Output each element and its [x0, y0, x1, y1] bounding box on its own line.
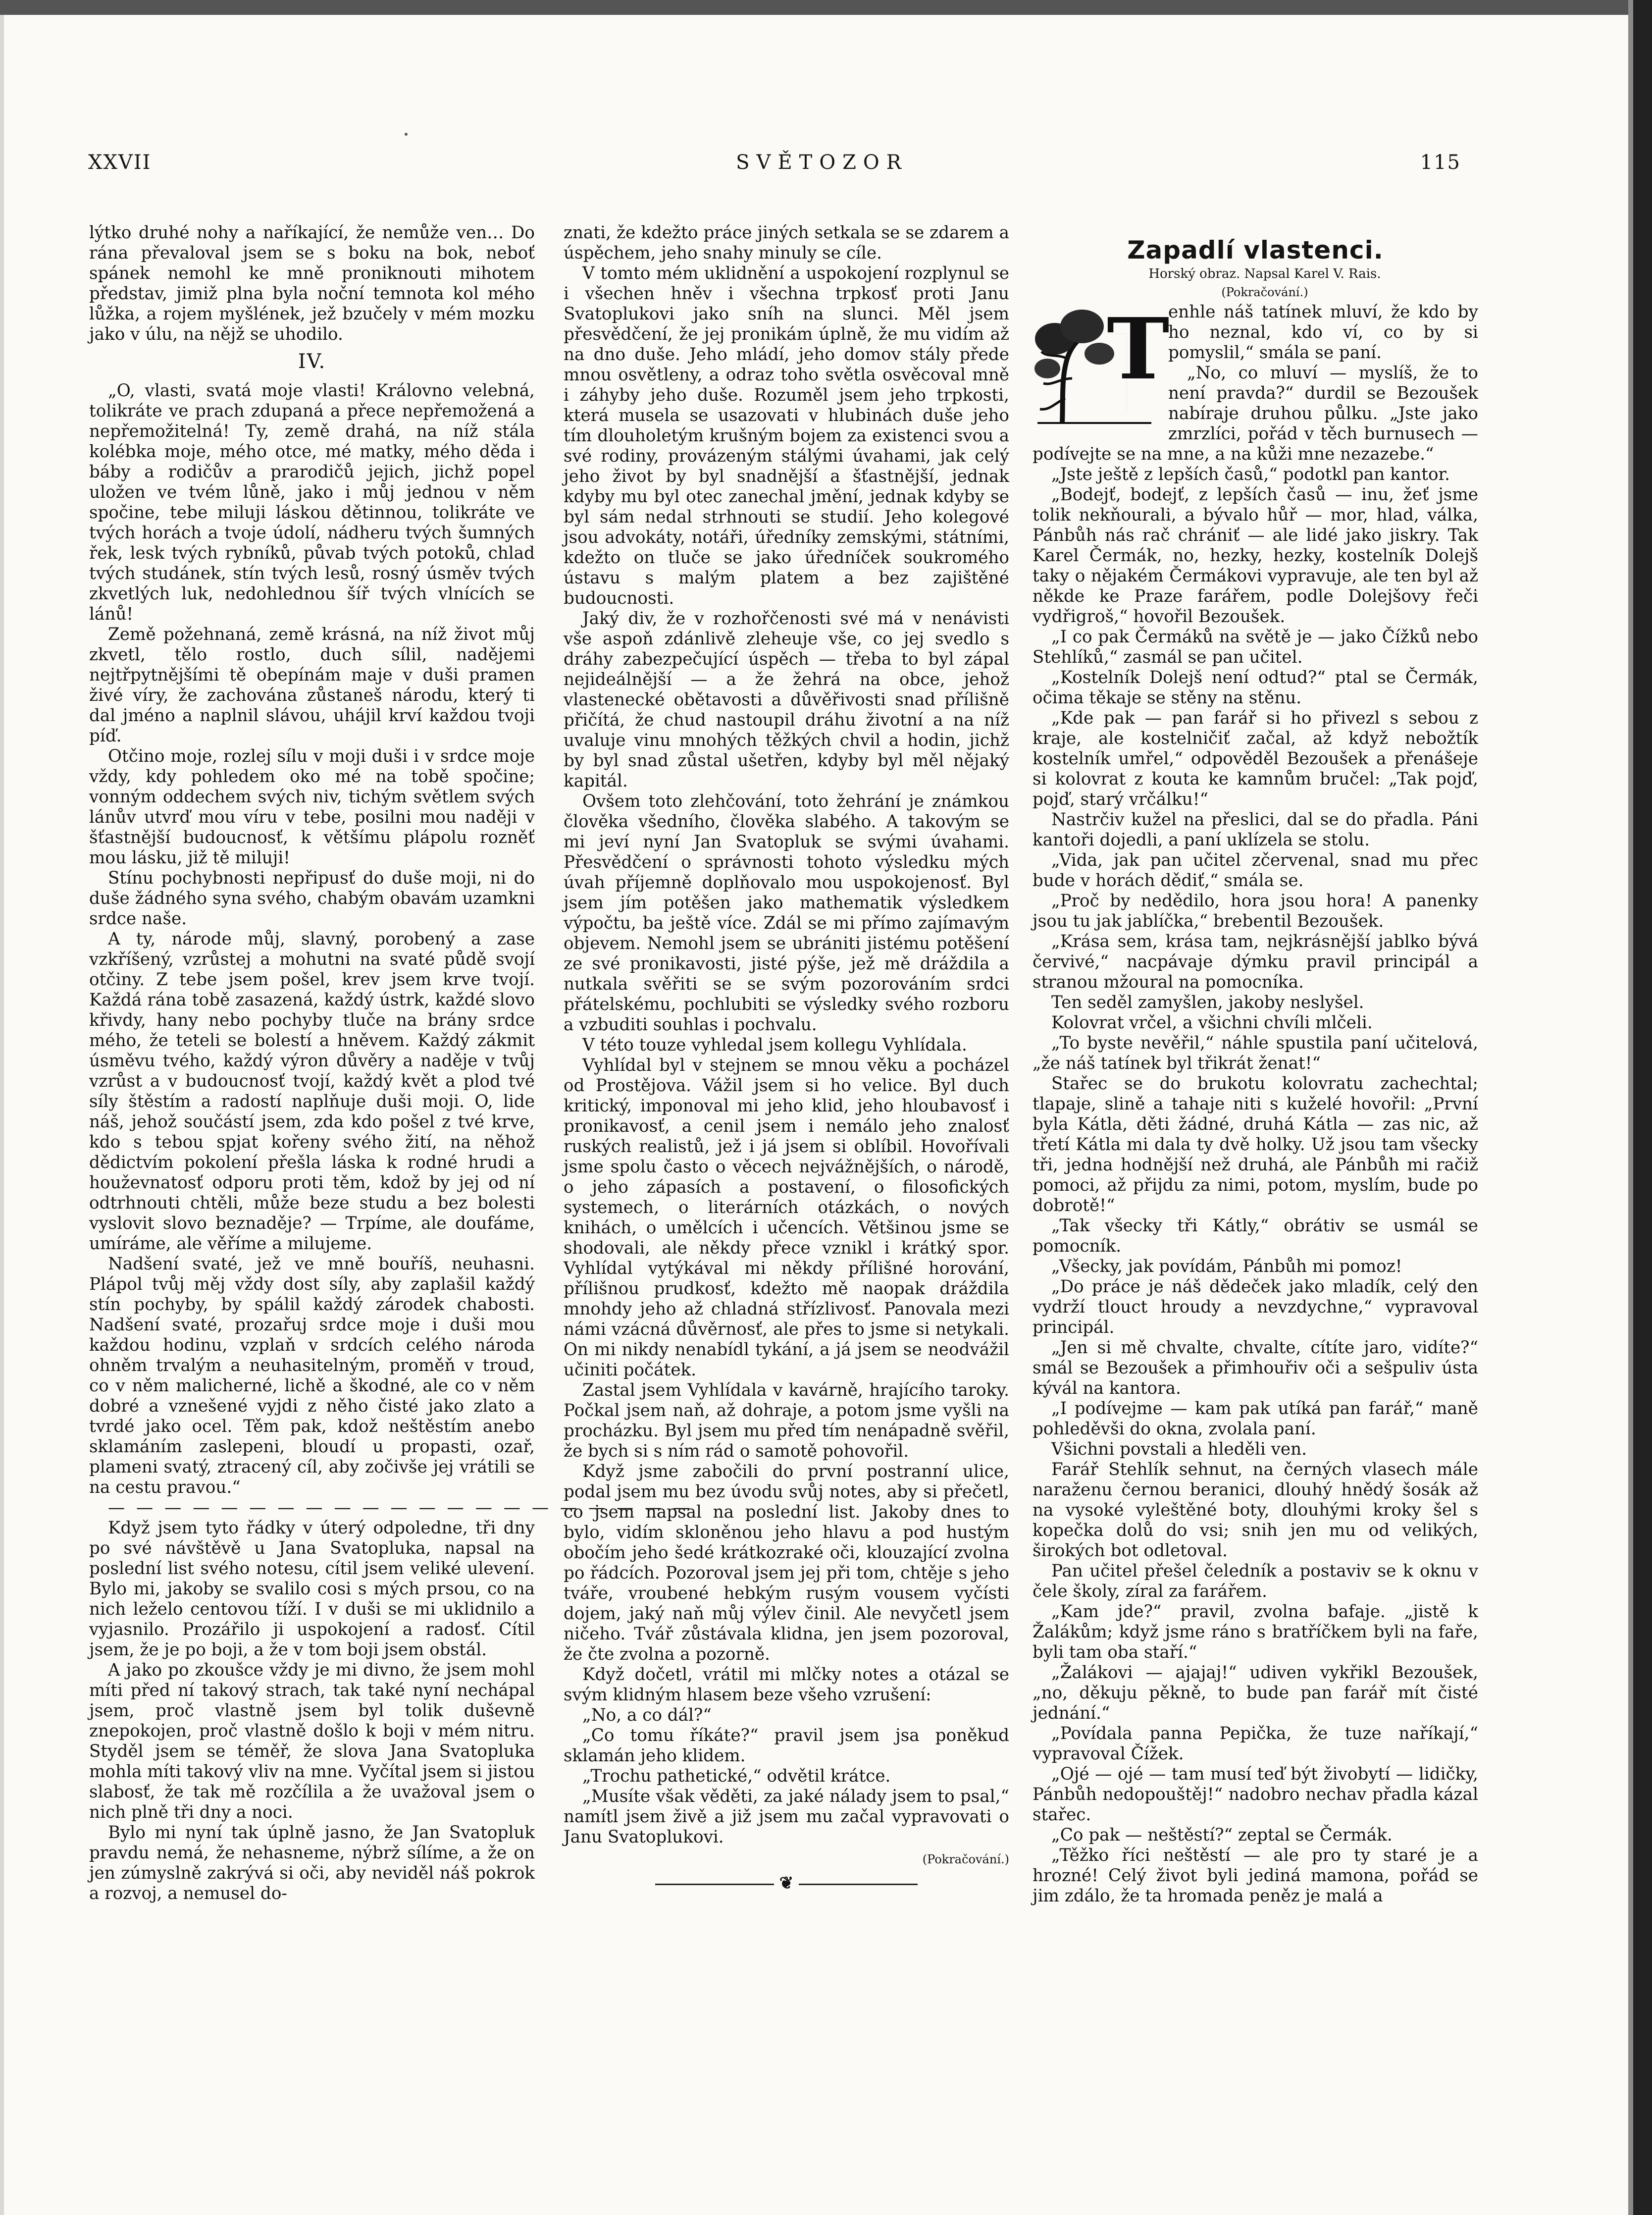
paragraph: Vyhlídal byl v stejnem se mnou věku a pocházel od Prostějova. Vážil jsem si ho velice. Byl duch kritický, imponoval mi jeho klid, jeho hloubavosť i pronikavosť, a cenil jsem i nemálo jeho znalosť ruských realistů, jež i já jsem si oblíbil. Hovořívali jsme spolu často o věcech nejvážnějších, o národě, o jeho zápasích a postavení, o filosofických systemech, o literárních otázkách, o nových knihách, o umělcích i učencích. Většinou jsme se shodovali, ale někdy přece vznikl i krátký spor. Vyhlídal vytýkával mi někdy přílišné horování, přílišnou prudkosť, kdežto mě naopak dráždila mnohdy jeho až chladná střízlivosť. Panovala mezi námi vzácná důvěrnosť, ale přes to jsme si netykali. On mi nikdy nenabídl tykání, a já jsem se neodvážil učiniti počátek. — [564, 1055, 1009, 1380]
paragraph: „Jste ještě z lepších časů,“ podotkl pan kantor. — [1051, 465, 1450, 484]
paragraph: Ten seděl zamyšlen, jakoby neslyšel. — [1051, 993, 1364, 1012]
paragraph: „I co pak Čermáků na světě je — jako Čížků nebo Stehlíků,“ zasmál se pan učitel. — [1032, 627, 1478, 667]
paragraph: „Co tomu říkáte?“ pravil jsem jsa poněkud sklamán jeho klidem. — [564, 1726, 1009, 1766]
article-title: Zapadlí vlastenci. — [1127, 236, 1384, 264]
paragraph: Země požehnaná, země krásná, na níž život můj zkvetl, tělo rostlo, duch sílil, nadějemi nejtřpytnějšími tě obepínám maje v duši pramen živé víry, že zachována zůstaneš národu, který ti dal jméno a naplnil slávou, uhájil krví každou tvoji píď. — [89, 625, 535, 746]
volume-number: XXVII — [88, 151, 152, 174]
paragraph: „I podívejme — kam pak utíká pan farář,“ maně pohleděvši do okna, zvolala paní. — [1032, 1399, 1478, 1439]
continued-note: (Pokračování.) — [922, 1852, 1009, 1866]
paragraph: „Tak všecky tři Kátly,“ obrátiv se usmál se pomocník. — [1032, 1216, 1478, 1256]
paragraph: Nastrčiv kužel na přeslici, dal se do přadla. Páni kantoři dojedli, a paní uklízela se stolu. — [1032, 810, 1478, 850]
paragraph: „Proč by nedědilo, hora jsou hora! A panenky jsou tu jak jablíčka,“ brebentil Bezoušek. — [1032, 891, 1478, 931]
paragraph: „Do práce je náš dědeček jako mladík, celý den vydrží tlouct hroudy a nevzdychne,“ vypravoval principál. — [1032, 1277, 1478, 1337]
ink-speck — [405, 133, 408, 136]
scan-edge-right-inner — [1628, 0, 1633, 2215]
paragraph: Ovšem toto zlehčování, toto žehrání je známkou člověka všedního, člověka slabého. A takovým se mi jeví nyní Jan Svatopluk se svými úvahami. Přesvědčení o správnosti tohoto výsledku mých úvah příjemně doplňovalo mou uspokojenosť. Byl jsem jím potěšen jako mathematik výsledkem výpočtu, ba ještě více. Zdál se mi přímo zajímavým objevem. Nemohl jsem se ubrániti jistému potěšení ze své pronikavosti, jisté pýše, jež mě dráždila a nutkala svěřiti se se svým pozorováním srdci přátelskému, pochlubiti se výsledky svého rozboru a vzbuditi souhlas i pochvalu. — [564, 791, 1009, 1035]
scan-edge-left — [0, 0, 4, 2215]
paragraph: „Krása sem, krása tam, nejkrásnější jablko bývá červivé,“ nacpávaje dýmku pravil principál a stranou mžoural na pomocníka. — [1032, 932, 1478, 992]
scan-edge-right — [1633, 0, 1652, 2215]
paragraph: Všichni povstali a hleděli ven. — [1051, 1439, 1307, 1459]
divider-rule-right — [799, 1884, 918, 1885]
paragraph: Pan učitel přešel čeledník a postaviv se k oknu v čele školy, zíral za farářem. — [1032, 1561, 1478, 1601]
drop-cap-letter: T — [1107, 300, 1170, 399]
ornamental-divider — [564, 1873, 1009, 1894]
paragraph: „Všecky, jak povídám, Pánbůh mi pomoz! — [1051, 1257, 1402, 1276]
paragraph: V této touze vyhledal jsem kollegu Vyhlídala. — [582, 1035, 967, 1055]
paragraph: lýtko druhé nohy a naříkající, že nemůže ven… Do rána převaloval jsem se s boku na bok, neboť spánek nemohl ke mně proniknouti mihotem představ, jimiž plna byla noční temnota kol mého lůžka, a rojem myšlének, jež bzučely v mém mozku jako v úlu, na nějž se uhodilo. — [89, 223, 535, 344]
drop-cap-illustration — [1032, 300, 1170, 428]
paragraph: „Vida, jak pan učitel zčervenal, snad mu přec bude v horách dědiť,“ smála se. — [1032, 850, 1478, 891]
paragraph: „No, a co dál?“ — [582, 1705, 712, 1725]
paragraph: Nadšení svaté, jež ve mně bouříš, neuhasni. Plápol tvůj měj vždy dost síly, aby zaplašil každý stín pochyby, by spálil každý zárodek chabosti. Nadšení svaté, prozařuj srdce moje i duši mou každou hodinu, vzplaň v srdcích celého národa ohněm trvalým a neuhasitelným, proměň v troud, co v něm malicherné, lichě a škodné, ale co v něm dobré a vznešené vyjdi z něho čisté jako zlato a tvrdé jako ocel. Těm pak, kdož neštěstím anebo sklamáním zaslepeni, bloudí u propasti, ozař, plameni svatý, ztracený cíl, aby zočivše jej vrátili se na cestu pravou.“ — [89, 1254, 535, 1497]
paragraph: „Ojé — ojé — tam musí teď být živobytí — lidičky, Pánbůh nedopouštěj!“ nadobro nechav přadla kázal stařec. — [1032, 1764, 1478, 1825]
paragraph: Farář Stehlík sehnut, na černých vlasech mále naraženu černou beranici, dlouhý hnědý šosák až na vysoké vyleštěné boty, dlouhými kroky šel s kopečka dolů do vsi; snih jen mu od velikých, širokých bot odletoval. — [1032, 1460, 1478, 1561]
dash-separator: — — — — — — — — — — — — — — — — — — — — — — [108, 1498, 693, 1518]
continued-note: (Pokračování.) — [1221, 285, 1308, 299]
paragraph: „Povídala panna Pepička, že tuze naříkají,“ vypravoval Čížek. — [1032, 1724, 1478, 1764]
paragraph: enhle náš tatínek mluví, že kdo by ho neznal, kdo ví, co by si pomyslil,“ smála se paní. — [1168, 302, 1478, 363]
paragraph: „Bodejť, bodejť, z lepších časů — inu, žeť jsme tolik nekňourali, a bývalo hůř — mor, hlad, válka, Pánbůh nás rač chrániť — ale lidé jako jiskry. Tak Karel Čermák, no, hezky, hezky, kostelník Dolejš taky o nějakém Čermákovi vypravuje, ale ten byl až někde ke Praze farářem, podle Dolejšovy řeči vydřigroš,“ hovořil Bezoušek. — [1032, 485, 1478, 627]
paragraph: „Těžko říci neštěstí — ale pro ty staré je a hrozné! Celý život byli jediná mamona, pořád se jim zdálo, že ta hromada peněz je malá a — [1032, 1846, 1478, 1906]
paragraph: „Žalákovi — ajajaj!“ udiven vykřikl Bezoušek, „no, děkuju pěkně, to bude pan farář mít čisté jednání.“ — [1032, 1663, 1478, 1723]
paragraph: „Musíte však věděti, za jaké nálady jsem to psal,“ namítl jsem živě a již jsem mu začal vypravovati o Janu Svatoplukovi. — [564, 1787, 1009, 1847]
paragraph: A ty, národe můj, slavný, porobený a zase vzkříšený, vzrůstej a mohutni na svaté půdě svojí otčiny. Z tebe jsem pošel, krev jsem krve tvojí. Každá rána tobě zasazená, každý ústrk, každé slovo křivdy, hany nebo pochyby tluče na brány srdce mého, že teteli se bolestí a hněvem. Každý zákmit úsměvu tvého, každý výron důvěry a naděje v tvůj vzrůst a v budoucnosť tvojí, každý květ a plod tvé síly štěstím a radostí naplňuje duši moji. O, lide náš, jehož součástí jsem, zda kdo pošel z tvé krve, kdo s tebou spjat kořeny svého žití, na něhož dědictvím pokolení přešla láska k rodné hrudi a houževnatosť odporu proti těm, kdož by jej od ní odtrhnouti chtěli, může beze studu a bez bolesti vyslovit slovo beznaděje? — Trpíme, ale doufáme, umíráme, ale věříme a milujeme. — [89, 929, 535, 1254]
paragraph: Otčino moje, rozlej sílu v moji duši i v srdce moje vždy, kdy pohledem oko mé na tobě spočine; vonným oddechem svých niv, tichým světlem svých lánův utvrď mou víru v tebe, posilni mou naději v šťastnější budoucnosť, k většímu plápolu rozněť mou lásku, již tě miluji! — [89, 746, 535, 868]
paragraph: Když dočetl, vrátil mi mlčky notes a otázal se svým klidným hlasem beze všeho vzrušení: — [564, 1665, 1009, 1705]
paragraph: A jako po zkoušce vždy je mi divno, že jsem mohl míti před ní takový strach, tak také nyní nechápal jsem, proč vlastně jsem byl tolik duševně znepokojen, proč vlastně došlo k boji v mém nitru. Styděl jsem se téměř, že slova Jana Svatopluka mohla míti takový vliv na mne. Vyčítal jsem si jistou slabosť, že tak mě rozčílila a že uvažoval jsem o nich plně tři dny a noci. — [89, 1660, 535, 1822]
scan-edge-top — [0, 0, 1652, 15]
paragraph: Jaký div, že v rozhořčenosti své má v nenávisti vše aspoň zdánlivě zleheuje vše, co jej svedlo s dráhy zabezpečující úspěch — třeba to byl zápal nejideálnější — a že žehrá na obce, jehož vlastenecké obětavosti a důvěřivosti snad přílišně přičítá, že chud nastoupil dráhu životní a na níž uvaluje vinu mnohých těžkých chvil a hodin, jichž by byl snad zůstal ušetřen, kdyby byl měl nějaký kapitál. — [564, 609, 1009, 791]
paragraph: Stařec se do brukotu kolovratu zachechtal; tlapaje, slině a tahaje niti s kuželé hovořil: „První byla Kátla, děti žádné, druhá Kátla — zas nic, až třetí Kátla mi dala ty dvě holky. Už jsou tam všecky tři, jedna hodnější než druhá, ale Pánbůh mi račiž pomoci, až přijdu za nimi, potom, myslím, bude po dobrotě!“ — [1032, 1074, 1478, 1215]
paragraph: „Kostelník Dolejš není odtud?“ ptal se Čermák, očima těkaje se stěny na stěnu. — [1032, 668, 1478, 708]
paragraph: Bylo mi nyní tak úplně jasno, že Jan Svatopluk pravdu nemá, že nehasneme, nýbrž sílíme, a že on jen zúmyslně zakrývá si oči, aby neviděl náš pokrok a rozvoj, a nemusel do- — [89, 1823, 535, 1903]
paragraph: znati, že kdežto práce jiných setkala se se zdarem a úspěchem, jeho snahy minuly se cíle. — [564, 223, 1009, 263]
paragraph: „Kam jde?“ pravil, zvolna bafaje. „jistě k Žalákům; když jsme ráno s bratříčkem byli na faře, byli tam oba staří.“ — [1032, 1602, 1478, 1662]
paragraph: „Trochu pathetické,“ odvětil krátce. — [582, 1766, 891, 1786]
paragraph: Stínu pochybnosti nepřipusť do duše moji, ni do duše žádného syna svého, chabým obavám uzamkni srdce naše. — [89, 868, 535, 929]
column-right — [1032, 236, 1478, 1906]
paragraph: „No, co mluví — myslíš, že to není pravda?“ durdil se Bezoušek nabíraje druhou půlku. „Jste jako zmrzlíci, pořád v těch burnusech — podívejte se na mne, a na kůži mne nezazebe.“ — [1032, 363, 1478, 464]
fleuron-icon: ❦ — [779, 1873, 794, 1893]
column-middle — [564, 223, 1009, 1894]
paragraph: Kolovrat vrčel, a všichni chvíli mlčeli. — [1051, 1013, 1373, 1033]
paragraph: „Co pak — neštěstí?“ zeptal se Čermák. — [1051, 1825, 1393, 1845]
paragraph: „O, vlasti, svatá moje vlasti! Královno velebná, tolikráte ve prach zdupaná a přece nepřemožená a nepřemožitelná! Ty, země drahá, na níž stála kolébka moje, mého otce, mé matky, mého děda i báby a rodičův a prarodičů jejich, jichž popel uložen ve tvém lůně, jako i můj jednou v něm spočine, tebe miluji láskou dětinnou, tolikráte ve tvých horách a tvoje údolí, nádheru tvých šumných řek, lesk tvých rybníků, půvab tvých potoků, chlad tvých studánek, stín tvých lesů, rosný úsměv tvých zkvetlých luk, nedohlednou šíř tvých vlnících se lánů! — [89, 381, 535, 624]
paragraph: „Kde pak — pan farář si ho přivezl s sebou z kraje, ale kostelničiť začal, až když nebožtík kostelník umřel,“ odpověděl Bezoušek a přenášeje si kolovrat z kouta ke kamnům bručel: „Tak pojď, pojď, starý vrčálku!“ — [1032, 708, 1478, 809]
paragraph: „Jen si mě chvalte, chvalte, cítíte jaro, vidíte?“ smál se Bezoušek a přimhouřiv oči a sešpuliv ústa kývál na kantora. — [1032, 1338, 1478, 1398]
paragraph: Když jsme zabočili do první postranní ulice, podal jsem mu bez úvodu svůj notes, aby si přečetl, co jsem napsal na poslední list. Jakoby dnes to bylo, vidím skloněnou jeho hlavu a pod hustým obočím jeho šedé krátkozraké oči, klouzající zvolna po řádcích. Pozoroval jsem jej při tom, chtěje s jeho tváře, vroubené hebkým rusým vousem vyčísti dojem, jaký naň můj výlev činil. Ale nevyčetl jsem ničeho. Tvář zůstávala klidna, jen jsem pozoroval, že čte zvolna a pozorně. — [564, 1462, 1009, 1664]
running-title: SVĚTOZOR — [736, 151, 908, 174]
divider-rule-left — [655, 1884, 774, 1885]
paragraph: „To byste nevěřil,“ náhle spustila paní učitelová, „že náš tatínek byl třikrát ženat!“ — [1032, 1033, 1478, 1073]
article-subtitle: Horský obraz. Napsal Karel V. Rais. — [1148, 266, 1381, 281]
section-heading: IV. — [298, 350, 326, 373]
paragraph: Když jsem tyto řádky v úterý odpoledne, tři dny po své návštěvě u Jana Svatopluka, napsal na poslední list svého notesu, cítil jsem veliké ulevení. Bylo mi, jakoby se svalilo cosi s mých prsou, co na nich leželo centovou tíží. I v duši se mi uklidnilo a vyjasnilo. Prozářilo ji uspokojení a radosť. Cítil jsem, že je po boji, a že v tom boji jsem obstál. — [89, 1518, 535, 1660]
paragraph: Zastal jsem Vyhlídala v kavárně, hrajícího taroky. Počkal jsem naň, až dohraje, a potom jsme vyšli na procházku. Byl jsem mu před tím nenápadně svěřil, že bych si s ním rád o samotě pohovořil. — [564, 1380, 1009, 1461]
page-number: 115 — [1420, 151, 1461, 174]
paragraph: V tomto mém uklidnění a uspokojení rozplynul se i všechen hněv i všechna trpkosť proti Janu Svatoplukovi jako sníh na slunci. Měl jsem přesvědčení, že jej pronikám úplně, že mu vidím až na dno duše. Jeho mládí, jeho domov stály přede mnou osvětleny, a odraz toho světla osvěcoval mně i záhyby jeho duše. Rozuměl jsem jeho trpkosti, která musela se usazovati v hlubinách duše jeho tím dlouholetým krušným bojem za existenci svou a své rodiny, provázeným stálými úvahami, jak celý jeho život by byl snadnější a šťastnější, jednak kdyby mu byl otec zanechal jmění, jednak kdyby se byl sám nedal strhnouti se studií. Jeho kolegové jsou advokáty, notáři, úředníky zemskými, státními, kdežto on tluče se jako úředníček soukromého ústavu s malým platem a bez zajištěné budoucnosti. — [564, 264, 1009, 608]
